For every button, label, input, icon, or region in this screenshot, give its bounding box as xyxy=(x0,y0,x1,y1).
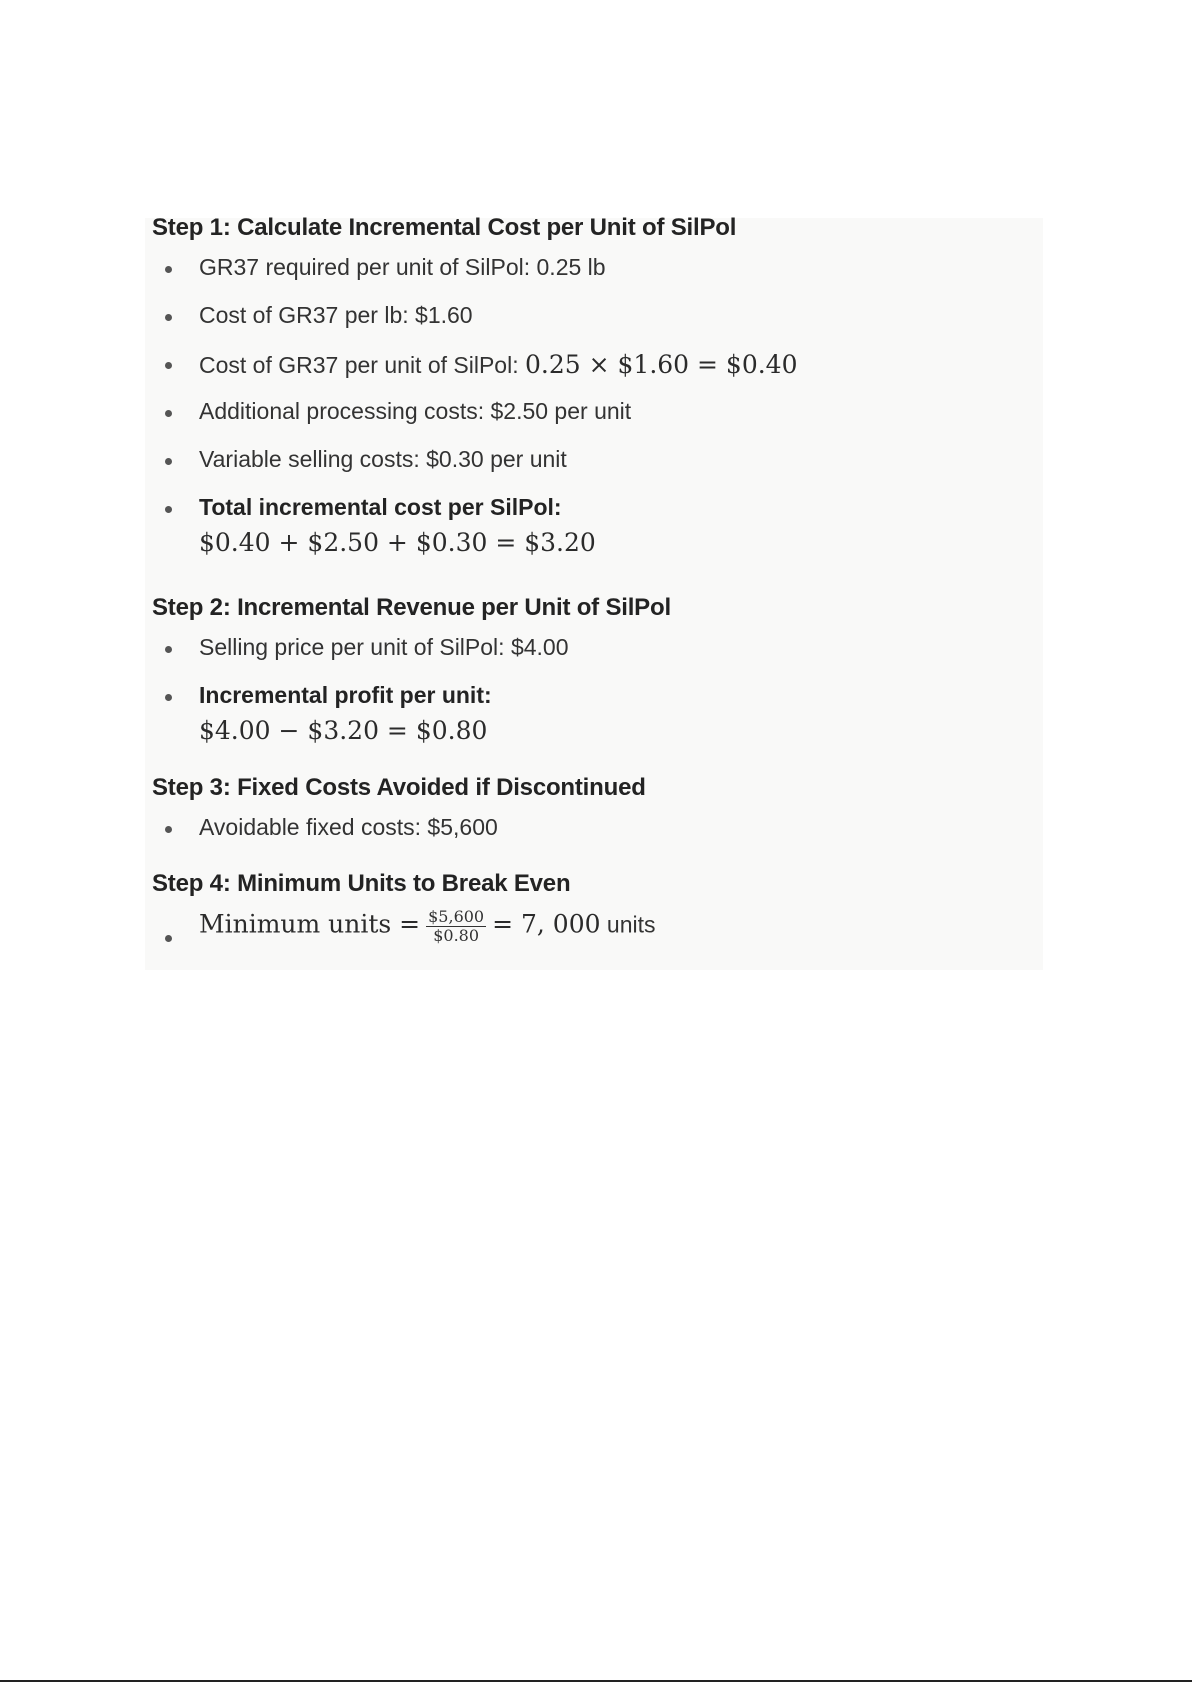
step4-heading: Step 4: Minimum Units to Break Even xyxy=(152,870,571,897)
page-bottom-rule xyxy=(0,1680,1192,1682)
bullet-icon xyxy=(165,458,172,465)
formula-lhs: Minimum units = xyxy=(199,909,421,939)
step3-heading: Step 3: Fixed Costs Avoided if Discontinued xyxy=(152,774,646,801)
fraction xyxy=(426,908,486,945)
step2-heading: Step 2: Incremental Revenue per Unit of SilPol xyxy=(152,594,671,621)
minimum-units-formula xyxy=(199,908,656,945)
bullet-icon xyxy=(165,646,172,653)
selling-price-text: Selling price per unit of SilPol: $4.00 xyxy=(199,634,569,660)
incremental-profit-label: Incremental profit per unit: xyxy=(199,682,492,708)
formula-unit: units xyxy=(600,911,656,938)
formula-result: = 7, 000 xyxy=(492,909,601,939)
processing-costs-text: Additional processing costs: $2.50 per unit xyxy=(199,398,632,424)
bullet-icon xyxy=(165,266,172,273)
gr37-cost-per-unit-line xyxy=(199,350,798,379)
total-incremental-cost-label: Total incremental cost per SilPol: xyxy=(199,494,562,520)
selling-costs-text: Variable selling costs: $0.30 per unit xyxy=(199,446,567,472)
step1-heading: Step 1: Calculate Incremental Cost per Unit of SilPol xyxy=(152,214,737,241)
bullet-icon xyxy=(165,506,172,513)
bullet-icon xyxy=(165,362,172,369)
bullet-icon xyxy=(165,935,172,942)
bullet-icon xyxy=(165,410,172,417)
fraction-denominator: $0.80 xyxy=(433,926,480,945)
bullet-icon xyxy=(165,314,172,321)
bullet-icon xyxy=(165,826,172,833)
solution-panel xyxy=(145,214,1043,970)
fraction-numerator: $5,600 xyxy=(428,907,485,926)
gr37-cost-per-unit-text: Cost of GR37 per unit of SilPol: xyxy=(199,352,525,378)
incremental-profit-formula: $4.00 − $3.20 = $0.80 xyxy=(199,716,488,745)
bullet-icon xyxy=(165,694,172,701)
avoidable-fixed-costs-text: Avoidable fixed costs: $5,600 xyxy=(199,814,498,840)
gr37-required-text: GR37 required per unit of SilPol: 0.25 lb xyxy=(199,254,606,280)
gr37-cost-formula: 0.25 × $1.60 = $0.40 xyxy=(525,350,798,379)
gr37-cost-per-lb-text: Cost of GR37 per lb: $1.60 xyxy=(199,302,473,328)
total-incremental-cost-formula: $0.40 + $2.50 + $0.30 = $3.20 xyxy=(199,528,596,557)
